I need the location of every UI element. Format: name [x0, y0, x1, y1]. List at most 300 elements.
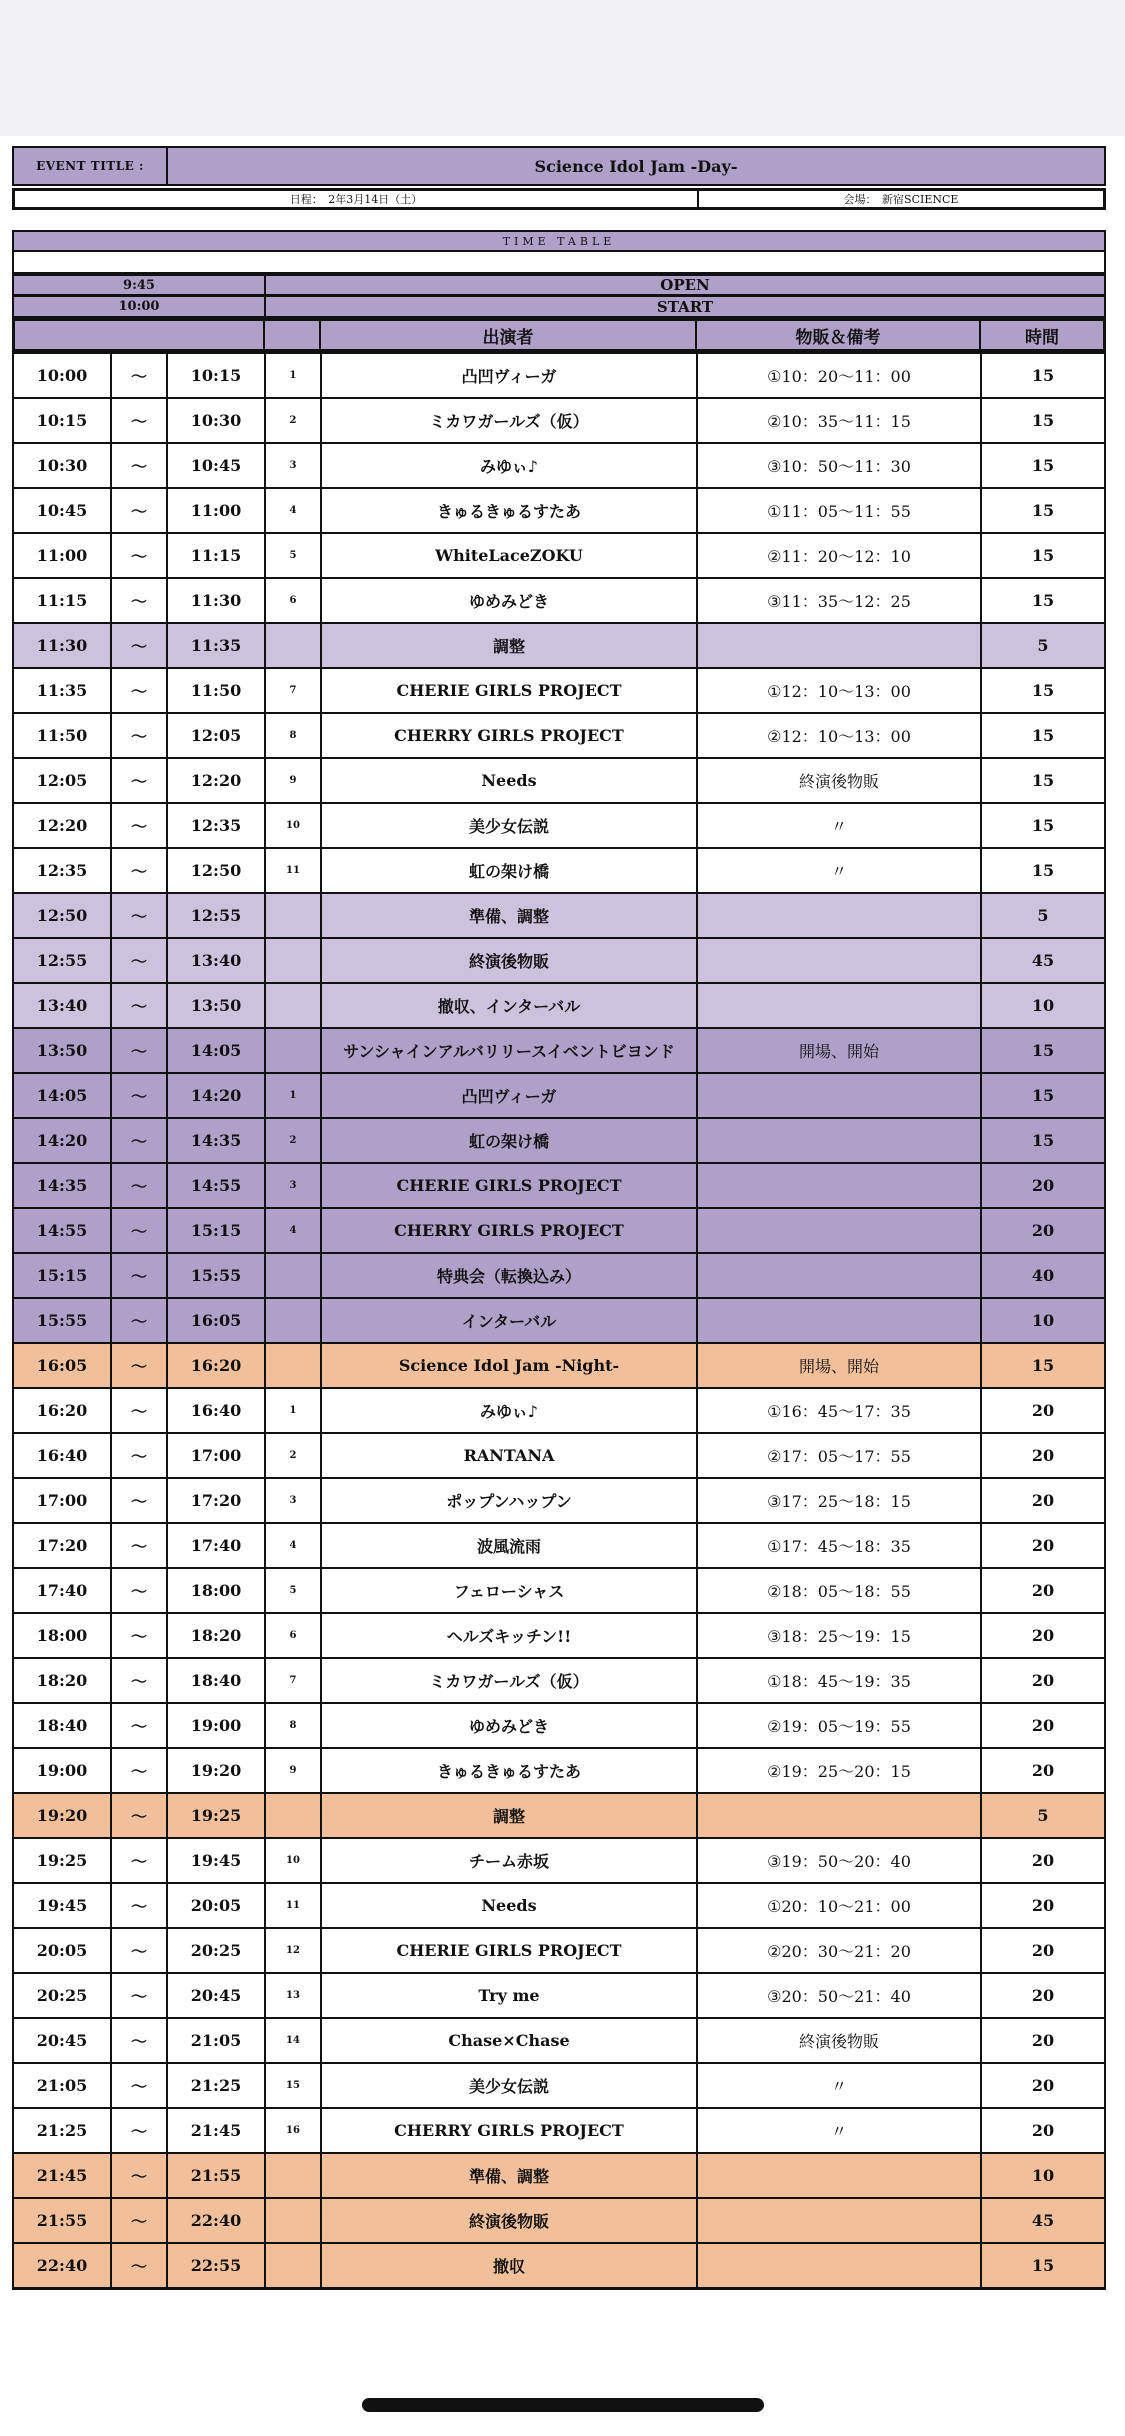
tilde: ～: [112, 714, 168, 757]
duration: 20: [1031, 1401, 1055, 1420]
end-time: 21:45: [168, 2109, 266, 2152]
duration: 5: [1037, 1806, 1049, 1825]
end-time: 22:55: [168, 2244, 266, 2287]
duration: 10: [1031, 1311, 1055, 1330]
tilde: ～: [112, 2019, 168, 2062]
timetable-sheet: [12, 146, 1106, 2290]
table-row: [14, 1612, 1104, 1657]
duration: 15: [1031, 861, 1055, 880]
performer-name: Chase×Chase: [322, 2019, 698, 2062]
merch-note: ①16：45〜17：35: [698, 1389, 982, 1432]
performer-name: 撤収、インターバル: [322, 984, 698, 1027]
table-row: [14, 1522, 1104, 1567]
tilde: ～: [112, 1659, 168, 1702]
merch-note: [698, 1164, 982, 1207]
performer-name: ミカワガールズ（仮）: [322, 399, 698, 442]
merch-note: 開場、開始: [698, 1344, 982, 1387]
start-time: 10:45: [14, 489, 112, 532]
merch-note: 終演後物販: [698, 2019, 982, 2062]
duration: 15: [1031, 2256, 1055, 2275]
performer-name: 特典会（転換込み）: [322, 1254, 698, 1297]
end-time: 17:40: [168, 1524, 266, 1567]
end-time: 16:05: [168, 1299, 266, 1342]
tilde: ～: [112, 2244, 168, 2287]
performer-name: 美少女伝説: [322, 804, 698, 847]
duration: 20: [1031, 1716, 1055, 1735]
start-time: 18:20: [14, 1659, 112, 1702]
duration: 20: [1031, 1851, 1055, 1870]
start-time: 21:45: [14, 2154, 112, 2197]
end-time: 11:00: [168, 489, 266, 532]
start-time: 20:25: [14, 1974, 112, 2017]
tilde: ～: [112, 1119, 168, 1162]
duration: 15: [1031, 1131, 1055, 1150]
start-time: 17:40: [14, 1569, 112, 1612]
start-time: 16:40: [14, 1434, 112, 1477]
tilde: ～: [112, 2109, 168, 2152]
end-time: 14:20: [168, 1074, 266, 1117]
start-time: 13:50: [14, 1029, 112, 1072]
tilde: ～: [112, 1884, 168, 1927]
start-time: 19:45: [14, 1884, 112, 1927]
performer-name: Needs: [322, 1884, 698, 1927]
end-time: 19:20: [168, 1749, 266, 1792]
column-header-duration: 時間: [1025, 327, 1059, 348]
duration: 20: [1031, 1626, 1055, 1645]
duration: 10: [1031, 2166, 1055, 2185]
merch-note: ②18：05〜18：55: [698, 1569, 982, 1612]
start-time: 14:05: [14, 1074, 112, 1117]
tilde: ～: [112, 354, 168, 397]
start-time: 12:50: [14, 894, 112, 937]
performer-name: ミカワガールズ（仮）: [322, 1659, 698, 1702]
performer-name: WhiteLaceZOKU: [322, 534, 698, 577]
tilde: ～: [112, 579, 168, 622]
slot-number: [266, 2199, 322, 2242]
start-time: 11:15: [14, 579, 112, 622]
tilde: ～: [112, 1524, 168, 1567]
start-time: 12:05: [14, 759, 112, 802]
slot-number: 10: [266, 1839, 322, 1882]
duration: 20: [1031, 2031, 1055, 2050]
tilde: ～: [112, 1704, 168, 1747]
performer-name: CHERRY GIRLS PROJECT: [322, 2109, 698, 2152]
table-row: [14, 1747, 1104, 1792]
end-time: 10:15: [168, 354, 266, 397]
tilde: ～: [112, 1839, 168, 1882]
merch-note: ②20：30〜21：20: [698, 1929, 982, 1972]
slot-number: 2: [266, 1434, 322, 1477]
merch-note: [698, 1299, 982, 1342]
merch-note: [698, 2199, 982, 2242]
merch-note: ③10：50〜11：30: [698, 444, 982, 487]
table-row: [14, 982, 1104, 1027]
slot-number: 3: [266, 1164, 322, 1207]
start-time: 10:15: [14, 399, 112, 442]
table-row: [14, 802, 1104, 847]
merch-note: 〃: [698, 804, 982, 847]
start-time: 10:00: [14, 297, 266, 316]
tilde: ～: [112, 939, 168, 982]
table-row: [14, 1027, 1104, 1072]
end-time: 18:40: [168, 1659, 266, 1702]
performer-name: 準備、調整: [322, 894, 698, 937]
table-row: [14, 622, 1104, 667]
slot-number: [266, 939, 322, 982]
performer-name: 準備、調整: [322, 2154, 698, 2197]
start-time: 11:00: [14, 534, 112, 577]
home-indicator[interactable]: [362, 2398, 764, 2412]
tilde: ～: [112, 534, 168, 577]
performer-name: CHERRY GIRLS PROJECT: [322, 1209, 698, 1252]
tilde: ～: [112, 1029, 168, 1072]
performer-name: 調整: [322, 1794, 698, 1837]
column-header-merch: 物販＆備考: [697, 321, 981, 349]
merch-note: ①17：45〜18：35: [698, 1524, 982, 1567]
end-time: 10:45: [168, 444, 266, 487]
duration: 20: [1031, 1896, 1055, 1915]
merch-note: ③19：50〜20：40: [698, 1839, 982, 1882]
duration: 15: [1031, 1041, 1055, 1060]
duration: 15: [1031, 1356, 1055, 1375]
slot-number: 4: [266, 489, 322, 532]
end-time: 19:45: [168, 1839, 266, 1882]
duration: 15: [1031, 501, 1055, 520]
performer-name: 美少女伝説: [322, 2064, 698, 2107]
table-row: [14, 937, 1104, 982]
table-row: [14, 1342, 1104, 1387]
slot-number: 6: [266, 579, 322, 622]
end-time: 15:15: [168, 1209, 266, 1252]
table-row: [14, 1252, 1104, 1297]
end-time: 18:00: [168, 1569, 266, 1612]
performer-name: 凸凹ヴィーガ: [322, 1074, 698, 1117]
start-time: 20:05: [14, 1929, 112, 1972]
slot-number: [266, 1029, 322, 1072]
start-time: 22:40: [14, 2244, 112, 2287]
tilde: ～: [112, 1434, 168, 1477]
end-time: 17:20: [168, 1479, 266, 1522]
performer-name: 凸凹ヴィーガ: [322, 354, 698, 397]
tilde: ～: [112, 1749, 168, 1792]
slot-number: 7: [266, 1659, 322, 1702]
tilde: ～: [112, 1794, 168, 1837]
table-row: [14, 1072, 1104, 1117]
duration: 15: [1031, 411, 1055, 430]
table-row: [14, 1702, 1104, 1747]
merch-note: 終演後物販: [698, 759, 982, 802]
slot-number: 11: [266, 1884, 322, 1927]
start-time: 18:40: [14, 1704, 112, 1747]
table-row: [14, 1792, 1104, 1837]
start-time: 10:30: [14, 444, 112, 487]
duration: 20: [1031, 1536, 1055, 1555]
start-time: 10:00: [14, 354, 112, 397]
tilde: ～: [112, 759, 168, 802]
duration: 15: [1031, 726, 1055, 745]
merch-note: ②10：35〜11：15: [698, 399, 982, 442]
start-time: 19:20: [14, 1794, 112, 1837]
merch-note: ①11：05〜11：55: [698, 489, 982, 532]
performer-name: CHERRY GIRLS PROJECT: [322, 714, 698, 757]
end-time: 17:00: [168, 1434, 266, 1477]
tilde: ～: [112, 444, 168, 487]
slot-number: 5: [266, 534, 322, 577]
end-time: 21:55: [168, 2154, 266, 2197]
top-status-area: [0, 0, 1125, 136]
slot-number: 7: [266, 669, 322, 712]
performer-name: 終演後物販: [322, 939, 698, 982]
performer-name: Needs: [322, 759, 698, 802]
merch-note: [698, 2154, 982, 2197]
slot-number: 9: [266, 1749, 322, 1792]
performer-name: みゆぃ♪: [322, 444, 698, 487]
slot-number: 3: [266, 1479, 322, 1522]
performer-name: 撤収: [322, 2244, 698, 2287]
end-time: 11:50: [168, 669, 266, 712]
merch-note: 〃: [698, 2064, 982, 2107]
event-venue: 会場： 新宿SCIENCE: [843, 193, 959, 206]
duration: 15: [1031, 366, 1055, 385]
open-time: 9:45: [14, 276, 266, 294]
start-time: 21:55: [14, 2199, 112, 2242]
merch-note: [698, 1119, 982, 1162]
merch-note: ②19：05〜19：55: [698, 1704, 982, 1747]
table-row: [14, 2062, 1104, 2107]
table-row: [14, 487, 1104, 532]
merch-note: [698, 984, 982, 1027]
start-time: 14:55: [14, 1209, 112, 1252]
end-time: 19:25: [168, 1794, 266, 1837]
duration: 45: [1031, 2211, 1055, 2230]
table-row: [14, 1657, 1104, 1702]
duration: 20: [1031, 1491, 1055, 1510]
table-row: [14, 1882, 1104, 1927]
start-row: [12, 296, 1106, 318]
timetable-banner: [12, 230, 1106, 252]
table-row: [14, 1387, 1104, 1432]
slot-number: 3: [266, 444, 322, 487]
slot-number: 12: [266, 1929, 322, 1972]
performer-name: CHERIE GIRLS PROJECT: [322, 1164, 698, 1207]
merch-note: [698, 1254, 982, 1297]
slot-number: 1: [266, 1389, 322, 1432]
start-time: 14:35: [14, 1164, 112, 1207]
slot-number: 4: [266, 1524, 322, 1567]
tilde: ～: [112, 1929, 168, 1972]
slot-number: [266, 1299, 322, 1342]
slot-number: 5: [266, 1569, 322, 1612]
start-time: 21:05: [14, 2064, 112, 2107]
slot-number: 14: [266, 2019, 322, 2062]
tilde: ～: [112, 1209, 168, 1252]
tilde: ～: [112, 489, 168, 532]
duration: 45: [1031, 951, 1055, 970]
performer-name: ヘルズキッチン!!: [322, 1614, 698, 1657]
end-time: 14:05: [168, 1029, 266, 1072]
merch-note: ①10：20〜11：00: [698, 354, 982, 397]
performer-name: ゆめみどき: [322, 1704, 698, 1747]
duration: 20: [1031, 1176, 1055, 1195]
tilde: ～: [112, 2064, 168, 2107]
merch-note: [698, 894, 982, 937]
tilde: ～: [112, 1344, 168, 1387]
table-row: [14, 1432, 1104, 1477]
duration: 15: [1031, 1086, 1055, 1105]
table-row: [14, 1117, 1104, 1162]
slot-number: 15: [266, 2064, 322, 2107]
tilde: ～: [112, 1569, 168, 1612]
table-row: [14, 1972, 1104, 2017]
performer-name: サンシャインアルバリリースイベントビヨンド: [322, 1029, 698, 1072]
end-time: 11:35: [168, 624, 266, 667]
performer-name: CHERIE GIRLS PROJECT: [322, 1929, 698, 1972]
timetable-label: TIME TABLE: [502, 234, 616, 248]
end-time: 11:30: [168, 579, 266, 622]
merch-note: 〃: [698, 2109, 982, 2152]
duration: 20: [1031, 2076, 1055, 2095]
end-time: 12:20: [168, 759, 266, 802]
column-header-performer: 出演者: [321, 321, 697, 349]
slot-number: 6: [266, 1614, 322, 1657]
slot-number: 16: [266, 2109, 322, 2152]
table-row: [14, 1927, 1104, 1972]
duration: 5: [1037, 906, 1049, 925]
merch-note: 開場、開始: [698, 1029, 982, 1072]
tilde: ～: [112, 1254, 168, 1297]
duration: 15: [1031, 591, 1055, 610]
start-time: 17:20: [14, 1524, 112, 1567]
duration: 20: [1031, 1446, 1055, 1465]
start-time: 21:25: [14, 2109, 112, 2152]
tilde: ～: [112, 1389, 168, 1432]
slot-number: [266, 624, 322, 667]
open-label: OPEN: [660, 276, 710, 294]
performer-name: CHERIE GIRLS PROJECT: [322, 669, 698, 712]
table-row: [14, 2017, 1104, 2062]
tilde: ～: [112, 2199, 168, 2242]
table-row: [14, 1477, 1104, 1522]
slot-number: [266, 1254, 322, 1297]
end-time: 21:25: [168, 2064, 266, 2107]
start-time: 19:25: [14, 1839, 112, 1882]
duration: 20: [1031, 1221, 1055, 1240]
table-row: [14, 577, 1104, 622]
tilde: ～: [112, 1074, 168, 1117]
end-time: 15:55: [168, 1254, 266, 1297]
duration: 15: [1031, 771, 1055, 790]
start-time: 16:05: [14, 1344, 112, 1387]
start-time: 14:20: [14, 1119, 112, 1162]
merch-note: ②17：05〜17：55: [698, 1434, 982, 1477]
column-header-row: [12, 318, 1106, 352]
table-row: [14, 397, 1104, 442]
start-time: 11:50: [14, 714, 112, 757]
end-time: 21:05: [168, 2019, 266, 2062]
merch-note: [698, 1074, 982, 1117]
performer-name: 虹の架け橋: [322, 849, 698, 892]
performer-name: きゅるきゅるすたあ: [322, 1749, 698, 1792]
merch-note: ③18：25〜19：15: [698, 1614, 982, 1657]
duration: 20: [1031, 2121, 1055, 2140]
start-time: 18:00: [14, 1614, 112, 1657]
slot-number: 10: [266, 804, 322, 847]
tilde: ～: [112, 1974, 168, 2017]
end-time: 18:20: [168, 1614, 266, 1657]
merch-note: ①12：10〜13：00: [698, 669, 982, 712]
event-title-row: [12, 146, 1106, 186]
end-time: 14:55: [168, 1164, 266, 1207]
performer-name: みゆぃ♪: [322, 1389, 698, 1432]
merch-note: ③11：35〜12：25: [698, 579, 982, 622]
end-time: 13:50: [168, 984, 266, 1027]
table-row: [14, 1162, 1104, 1207]
duration: 15: [1031, 546, 1055, 565]
start-time: 11:35: [14, 669, 112, 712]
end-time: 12:05: [168, 714, 266, 757]
table-row: [14, 2152, 1104, 2197]
event-title-label: EVENT TITLE :: [14, 148, 168, 184]
end-time: 20:45: [168, 1974, 266, 2017]
start-time: 12:55: [14, 939, 112, 982]
event-date: 日程： 2年3月14日（土）: [15, 191, 699, 207]
merch-note: [698, 939, 982, 982]
table-row: [14, 892, 1104, 937]
start-time: 15:15: [14, 1254, 112, 1297]
tilde: ～: [112, 1479, 168, 1522]
start-label: START: [656, 297, 714, 316]
duration: 15: [1031, 456, 1055, 475]
merch-note: [698, 1794, 982, 1837]
tilde: ～: [112, 984, 168, 1027]
performer-name: Try me: [322, 1974, 698, 2017]
slot-number: [266, 1794, 322, 1837]
start-time: 20:45: [14, 2019, 112, 2062]
tilde: ～: [112, 669, 168, 712]
end-time: 14:35: [168, 1119, 266, 1162]
slot-number: [266, 984, 322, 1027]
end-time: 19:00: [168, 1704, 266, 1747]
table-row: [14, 667, 1104, 712]
column-header-time: [15, 321, 265, 349]
duration: 10: [1031, 996, 1055, 1015]
performer-name: インターバル: [322, 1299, 698, 1342]
performer-name: きゅるきゅるすたあ: [322, 489, 698, 532]
table-row: [14, 2107, 1104, 2152]
merch-note: ③17：25〜18：15: [698, 1479, 982, 1522]
start-time: 16:20: [14, 1389, 112, 1432]
slot-number: 8: [266, 1704, 322, 1747]
table-row: [14, 532, 1104, 577]
blank-row: [12, 252, 1106, 274]
performer-name: フェローシャス: [322, 1569, 698, 1612]
table-row: [14, 1207, 1104, 1252]
table-row: [14, 757, 1104, 802]
slot-number: 2: [266, 399, 322, 442]
tilde: ～: [112, 1299, 168, 1342]
slot-number: [266, 894, 322, 937]
end-time: 16:40: [168, 1389, 266, 1432]
schedule-table: [12, 352, 1106, 2290]
tilde: ～: [112, 399, 168, 442]
performer-name: RANTANA: [322, 1434, 698, 1477]
end-time: 11:15: [168, 534, 266, 577]
table-row: [14, 2197, 1104, 2242]
tilde: ～: [112, 2154, 168, 2197]
end-time: 13:40: [168, 939, 266, 982]
end-time: 12:35: [168, 804, 266, 847]
tilde: ～: [112, 804, 168, 847]
